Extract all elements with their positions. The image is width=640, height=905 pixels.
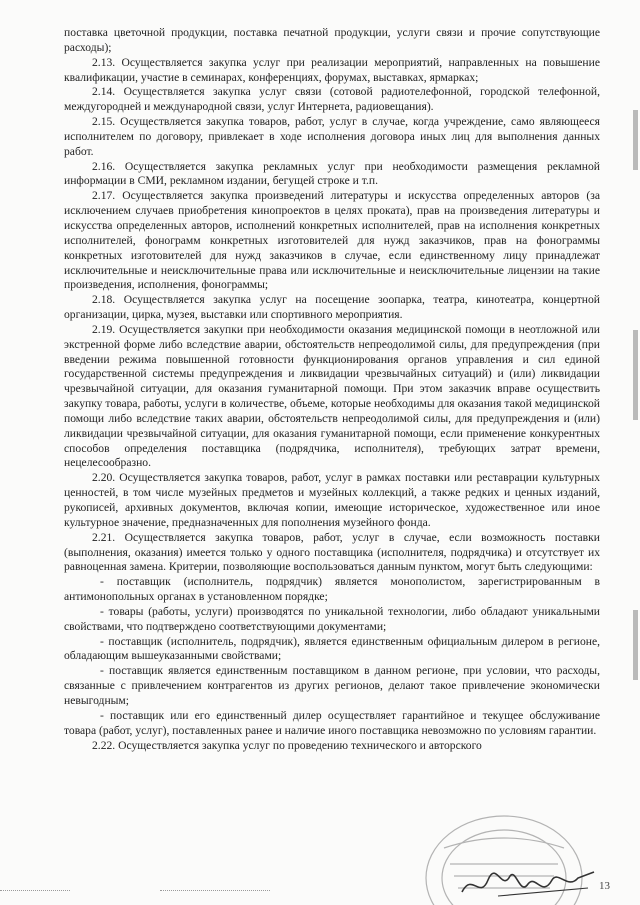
paragraph-2-17: 2.17. Осуществляется закупка произведений литературы и искусства определенных авторов (за исключением случаев приобретения кинопроектов в целях проката), прав на произведения литературы и искусства определенных авторов, исполнений конкретных исполнителей, прав на исполнения конкретных исполнителей, фонограмм конкретных изготовителей для нужд заказчиков, прав на фонограммы конкретных изготовителей для нужд заказчиков в случае, если единственному лицу принадлежат исключительные и неисключительные права или исключительные и неисключительные лицензии на такие произведения, исполнения, фонограммы; [64,189,600,292]
page-number: 13 [599,880,610,892]
scan-edge-shadow [633,110,638,170]
criterion-item: - поставщик (исполнитель, подрядчик) является монополистом, зарегистрированным в антимонопольных органах в установленном порядке; [64,575,600,604]
paragraph-2-21: 2.21. Осуществляется закупка товаров, работ, услуг в случае, если возможность поставки (выполнения, оказания) имеется только у одного поставщика (исполнителя, подрядчика) и отсутствует их равноценная замена. Критерии, позволяющие воспользоваться данным пунктом, могут быть следующими: [64,530,600,574]
scan-edge-dots [160,890,270,891]
scan-edge-shadow [633,330,638,420]
paragraph-2-22: 2.22. Осуществляется закупка услуг по проведению технического и авторского [92,738,482,752]
paragraph-2-20: 2.20. Осуществляется закупка товаров, работ, услуг в рамках поставки или реставрации культурных ценностей, в том числе музейных предметов и музейных коллекций, а также редких и ценных изданий, рукописей, архивных документов, включая копии, имеющие историческое, художественное или иное культурное значение, предназначенных для пополнения музейного фонда. [64,471,600,529]
scan-edge-dots [0,890,70,891]
document-body [64,26,600,753]
criterion-item: - поставщик или его единственный дилер осуществляет гарантийное и текущее обслуживание товара (работ, услуг), поставленных ранее и наличие иного поставщика невозможно по условиям гарантии. [64,708,600,737]
paragraph-2-15: 2.15. Осуществляется закупка товаров, работ, услуг в случае, когда учреждение, само являющееся исполнителем по договору, привлекает в ходе исполнения договора иных лиц для выполнения данных работ. [64,115,600,158]
paragraph-2-14: 2.14. Осуществляется закупка услуг связи (сотовой радиотелефонной, городской телефонной, междугородней и международной связи, услуг Интернета, радиовещания). [64,85,600,114]
paragraph-2-19: 2.19. Осуществляется закупки при необходимости оказания медицинской помощи в неотложной или экстренной форме либо вследствие аварии, обстоятельств непреодолимой силы, для предупреждения (при введении режима повышенной готовности функционирования органов управления и сил единой государственной системы предупреждения и ликвидации чрезвычайных ситуаций) и (или) ликвидации чрезвычайной ситуации, для оказания гуманитарной помощи. При этом заказчик вправе осуществить закупку товара, работы, услуги в количестве, объеме, которые необходимы для оказания такой медицинской помощи либо вследствие таких аварии, обстоятельств непреодолимой силы, для предупреждения и (или) ликвидации чрезвычайной ситуации, для оказания гуманитарной помощи, если применение конкурентных способов определения поставщика (подрядчика, исполнителя), требующих затрат времени, нецелесообразно. [64,322,600,470]
criterion-item: - товары (работы, услуги) производятся по уникальной технологии, либо обладают уникальными свойствами, что подтверждено соответствующими документами; [64,604,600,633]
paragraph-2-16: 2.16. Осуществляется закупка рекламных услуг при необходимости размещения рекламной информации в СМИ, рекламном издании, бегущей строке и т.п. [64,159,600,188]
criterion-item: - поставщик (исполнитель, подрядчик), является единственным официальным дилером в регионе, обладающим вышеуказанными свойствами; [64,634,600,663]
paragraph-2-13: 2.13. Осуществляется закупка услуг при реализации мероприятий, направленных на повышение квалификации, участие в семинарах, конференциях, форумах, выставках, ярмарках; [64,55,600,84]
criterion-item: - поставщик является единственным поставщиком в данном регионе, при условии, что расходы, связанные с привлечением контрагентов из других регионов, делают такое привлечение экономически невыгодным; [64,664,600,707]
scan-edge-shadow [633,610,638,680]
paragraph-2-18: 2.18. Осуществляется закупка услуг на посещение зоопарка, театра, кинотеатра, концертной организации, цирка, музея, выставки или спортивного мероприятия. [64,293,600,322]
signature [458,862,598,904]
paragraph-continuation: поставка цветочной продукции, поставка печатной продукции, услуги связи и прочие сопутствующие расходы); [64,26,600,54]
